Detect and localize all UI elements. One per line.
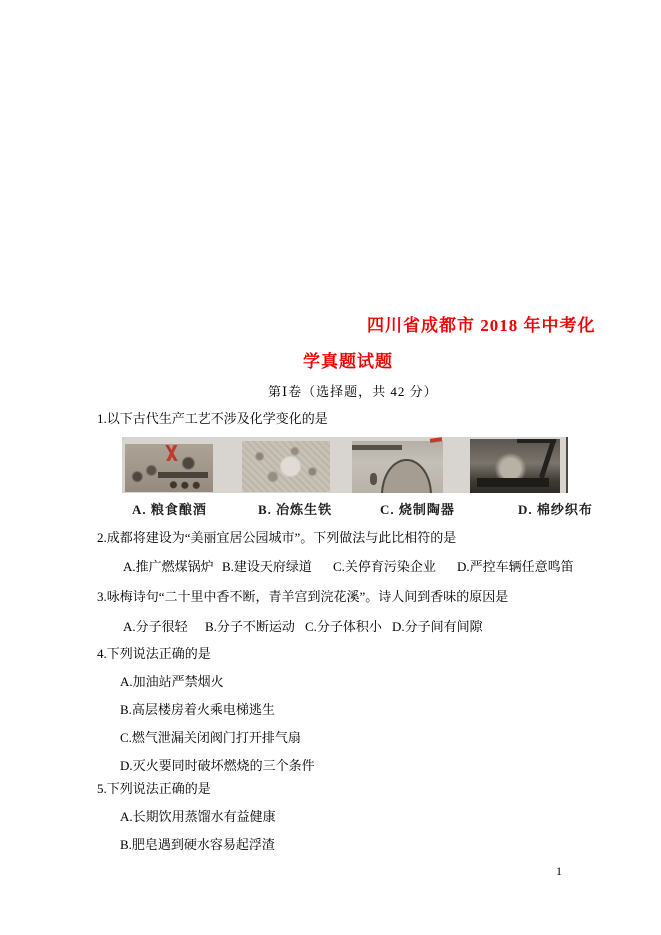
q3-option-c: C.分子体积小 — [305, 619, 382, 634]
q4-option-d: D.灭火要同时破坏燃烧的三个条件 — [120, 758, 315, 773]
loom-crossbar-shape — [517, 439, 557, 443]
q1-image-label-b: B. 冶炼生铁 — [258, 502, 333, 517]
brewing-table-shape — [158, 472, 207, 478]
document-title-line1: 四川省成都市 2018 年中考化 — [367, 316, 596, 335]
image-option-a-grain-wine-brewing — [125, 444, 213, 492]
question-3-stem: 3.咏梅诗句“二十里中香不断，青羊宫到浣花溪”。诗人间到香味的原因是 — [97, 589, 509, 604]
q1-image-label-c: C. 烧制陶器 — [380, 502, 455, 517]
q2-option-c: C.关停育污染企业 — [333, 559, 436, 574]
image-option-c-pottery-firing — [352, 441, 443, 493]
page-number: 1 — [556, 864, 562, 878]
q4-option-a: A.加油站严禁烟火 — [120, 674, 224, 689]
q3-option-b: B.分子不断运动 — [205, 619, 295, 634]
question-5-stem: 5.下列说法正确的是 — [97, 781, 211, 796]
loom-base-shape — [477, 478, 549, 487]
kiln-roof-shape — [352, 445, 402, 450]
kiln-dome-shape — [381, 459, 432, 493]
question-2-stem: 2.成都将建设为“美丽宜居公园城市”。下列做法与此比相符的是 — [97, 530, 457, 545]
question-1-stem: 1.以下古代生产工艺不涉及化学变化的是 — [97, 411, 328, 426]
q2-option-b: B.建设天府绿道 — [222, 559, 312, 574]
worker-figure-shape — [370, 473, 377, 485]
q2-option-d: D.严控车辆任意鸣笛 — [457, 559, 574, 574]
q1-image-label-a: A. 粮食酿酒 — [132, 502, 207, 517]
q2-option-a: A.推广燃煤锅炉 — [123, 559, 214, 574]
document-title-line2: 学真题试题 — [303, 352, 393, 371]
q5-option-a: A.长期饮用蒸馏水有益健康 — [120, 809, 276, 824]
q5-option-b: B.肥皂遇到硬水容易起浮渣 — [120, 837, 275, 852]
q4-option-b: B.高层楼房着火乘电梯逃生 — [120, 702, 275, 717]
q3-option-d: D.分子间有间隙 — [392, 619, 483, 634]
question-1-image-strip — [122, 437, 568, 493]
image-option-d-cotton-weaving — [470, 439, 560, 493]
q4-option-c: C.燃气泄漏关闭阀门打开排气扇 — [120, 730, 301, 745]
loom-beam-shape — [539, 439, 558, 478]
q1-image-label-d: D. 棉纱织布 — [518, 502, 593, 517]
question-4-stem: 4.下列说法正确的是 — [97, 646, 211, 661]
image-option-b-iron-smelting — [242, 441, 330, 492]
red-ink-mark — [160, 445, 183, 461]
q3-option-a: A.分子很轻 — [123, 619, 188, 634]
section-heading: 第Ⅰ卷（选择题，共 42 分） — [268, 384, 438, 399]
scan-edge-line — [566, 437, 568, 493]
